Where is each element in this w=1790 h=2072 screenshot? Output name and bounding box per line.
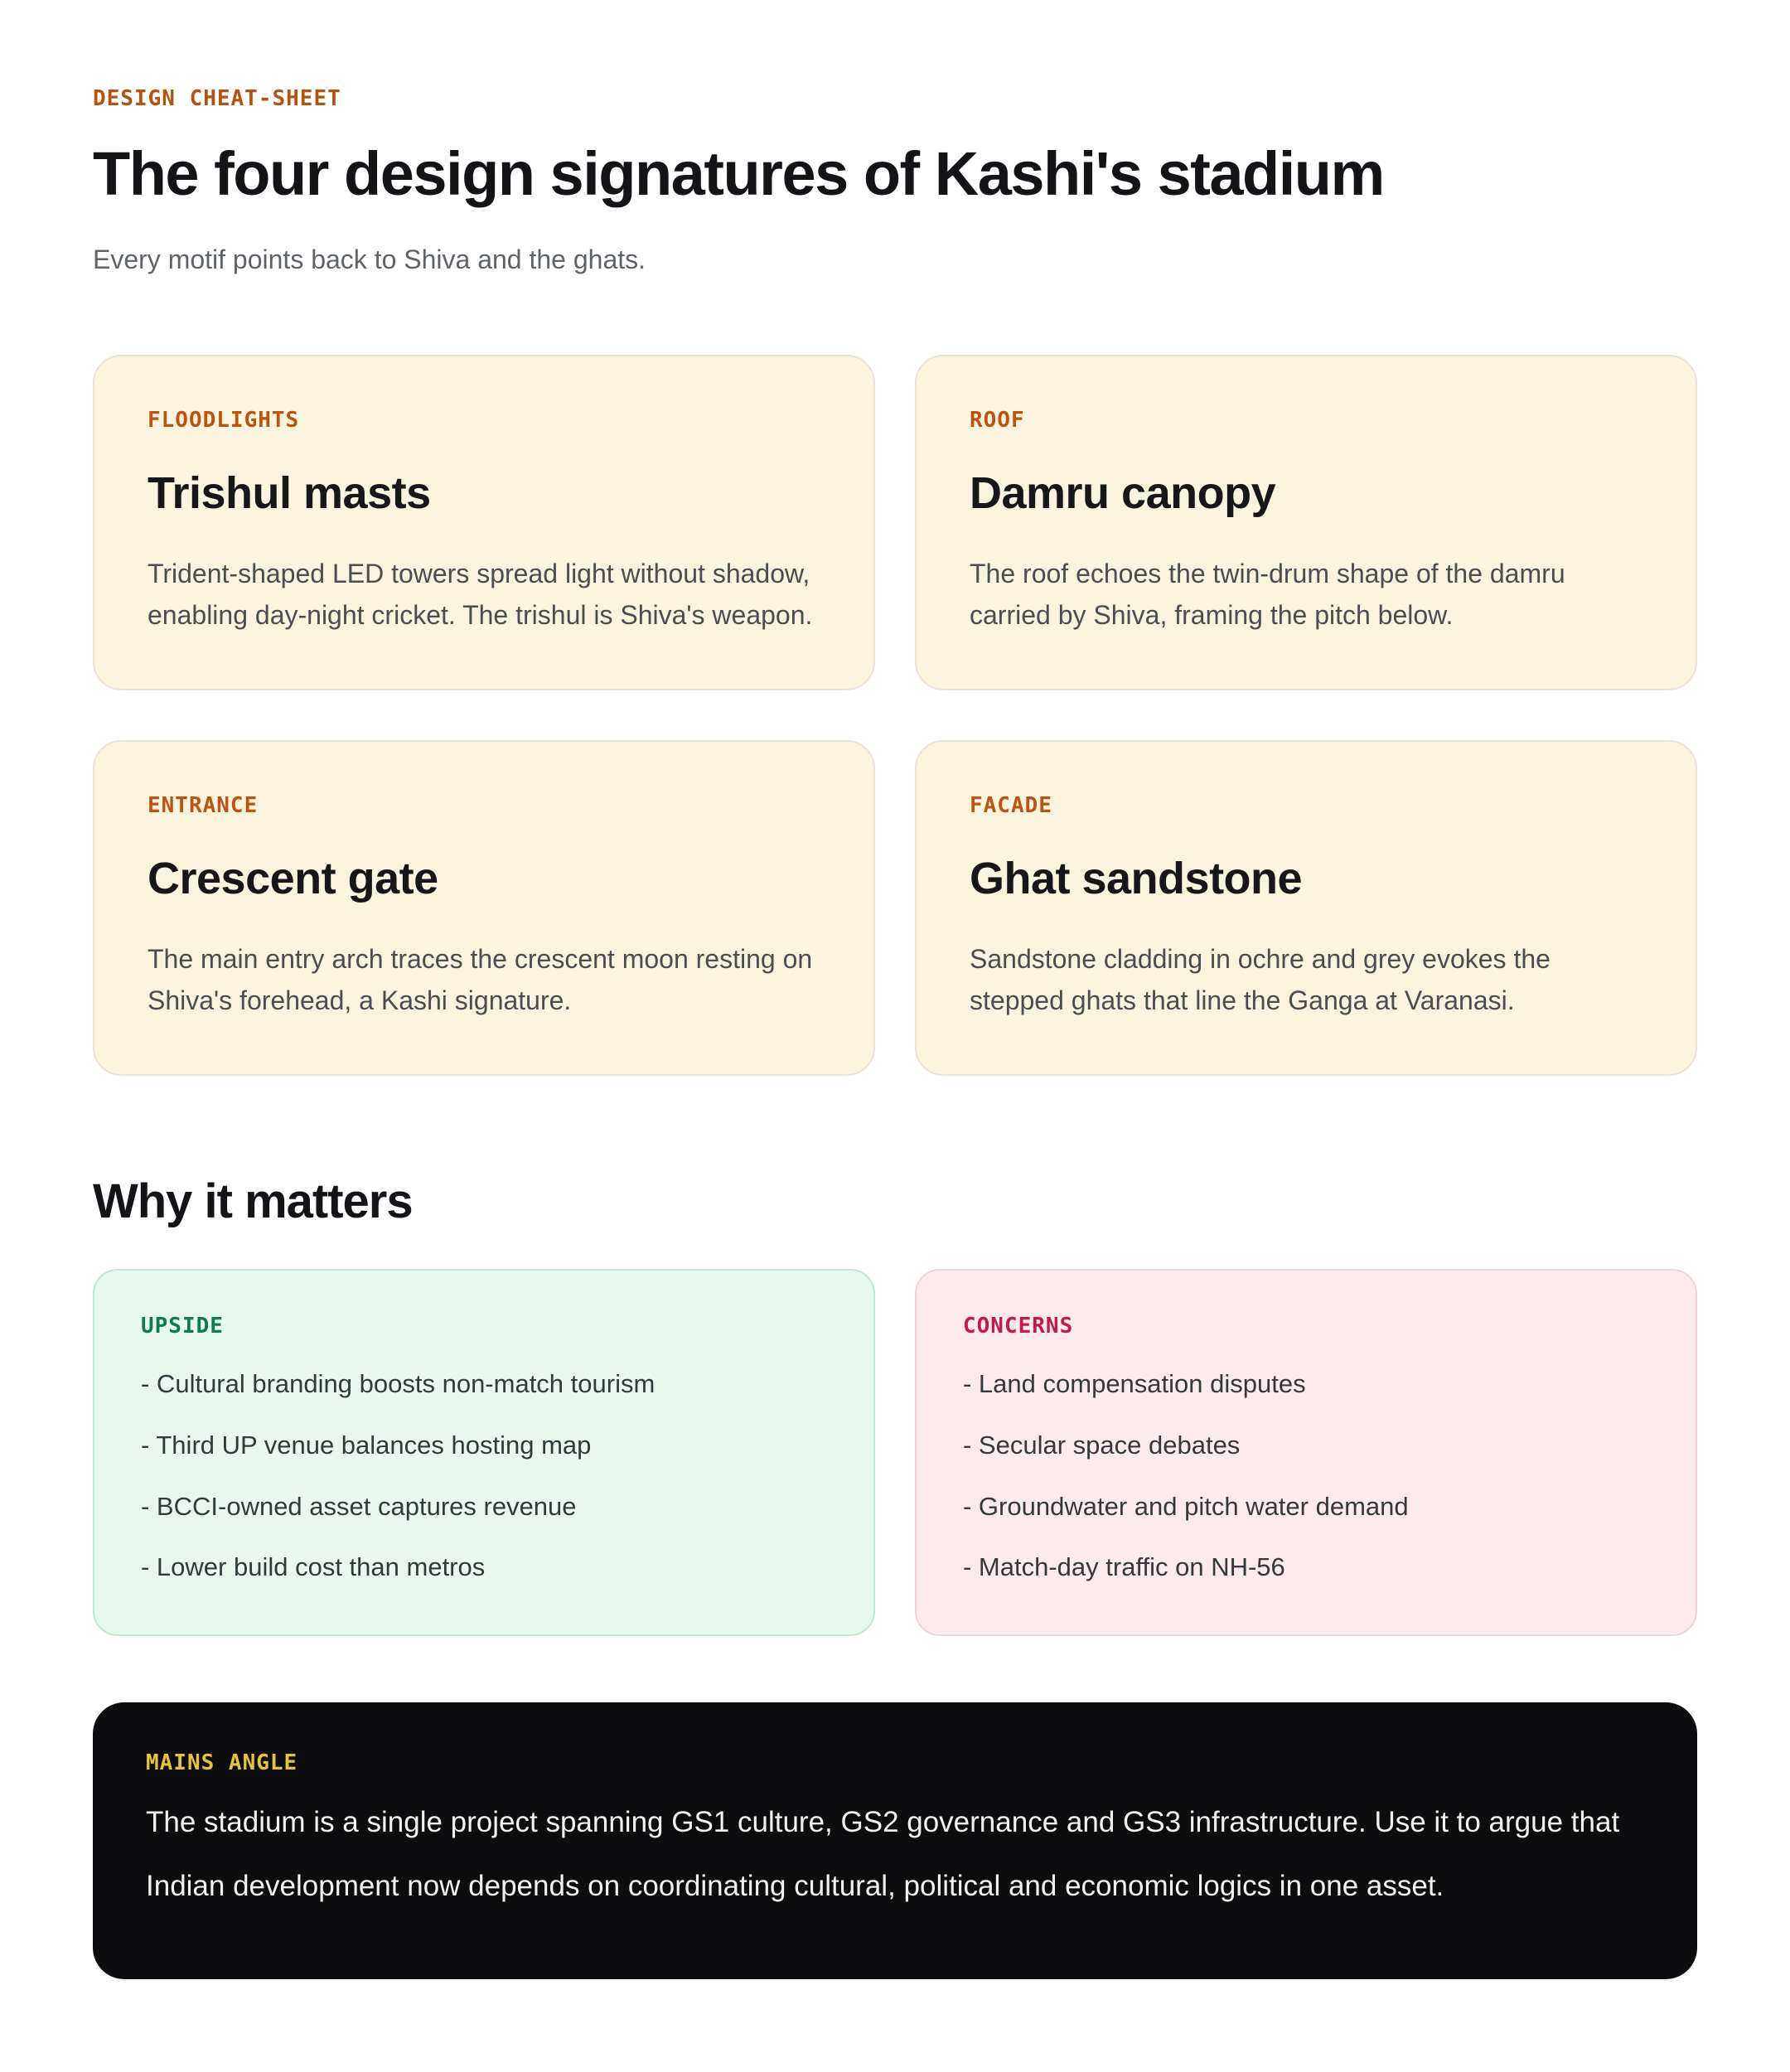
signature-cards-grid [93, 355, 1697, 1076]
upside-card [93, 1269, 875, 1635]
card-facade-body: Sandstone cladding in ochre and grey evokes the stepped ghats that line the Ganga at Varanasi. [970, 944, 1551, 1015]
card-roof-body: The roof echoes the twin-drum shape of the damru carried by Shiva, framing the pitch below. [970, 558, 1565, 630]
card-roof-label: ROOF [970, 407, 1025, 433]
concerns-item: - Match-day traffic on NH-56 [963, 1552, 1285, 1582]
card-facade-label: FACADE [970, 793, 1052, 819]
page-title: The four design signatures of Kashi's stadium [93, 139, 1384, 208]
card-entrance-label: ENTRANCE [148, 793, 259, 819]
card-entrance-body: The main entry arch traces the crescent moon resting on Shiva's forehead, a Kashi signature. [148, 944, 813, 1015]
concerns-item: - Secular space debates [963, 1430, 1241, 1460]
card-floodlights [93, 355, 875, 690]
upside-item: - Cultural branding boosts non-match tourism [141, 1369, 656, 1399]
eyebrow-label: DESIGN CHEAT-SHEET [93, 86, 341, 111]
why-it-matters-heading: Why it matters [93, 1174, 413, 1229]
concerns-item: - Land compensation disputes [963, 1369, 1306, 1399]
card-roof-title: Damru canopy [970, 467, 1276, 518]
upside-item: - Third UP venue balances hosting map [141, 1430, 592, 1460]
card-entrance-title: Crescent gate [148, 854, 438, 904]
card-floodlights-label: FLOODLIGHTS [148, 407, 300, 433]
card-entrance [93, 740, 875, 1076]
upside-item: - BCCI-owned asset captures revenue [141, 1491, 577, 1521]
concerns-card [915, 1269, 1697, 1635]
card-floodlights-title: Trishul masts [148, 467, 431, 518]
upside-list [141, 1363, 827, 1587]
card-facade-title: Ghat sandstone [970, 854, 1303, 904]
page-subtitle: Every motif points back to Shiva and the ghats. [93, 244, 646, 274]
card-facade [915, 740, 1697, 1076]
mains-angle-label: MAINS ANGLE [146, 1750, 298, 1775]
concerns-item: - Groundwater and pitch water demand [963, 1491, 1409, 1521]
concerns-list [963, 1363, 1649, 1587]
upside-item: - Lower build cost than metros [141, 1552, 486, 1582]
upside-label: UPSIDE [141, 1314, 224, 1339]
page-header [93, 86, 1697, 275]
why-it-matters-grid [93, 1269, 1697, 1635]
concerns-label: CONCERNS [963, 1314, 1074, 1339]
mains-angle-body: The stadium is a single project spanning GS1 culture, GS2 governance and GS3 infrastructure. Use it to argue that Indian development now depends on coordinating cultural, political and economic logics in one asset. [146, 1805, 1620, 1902]
card-floodlights-body: Trident-shaped LED towers spread light without shadow, enabling day-night cricket. The trishul is Shiva's weapon. [148, 558, 813, 630]
card-roof [915, 355, 1697, 690]
mains-angle-card [93, 1702, 1697, 1979]
